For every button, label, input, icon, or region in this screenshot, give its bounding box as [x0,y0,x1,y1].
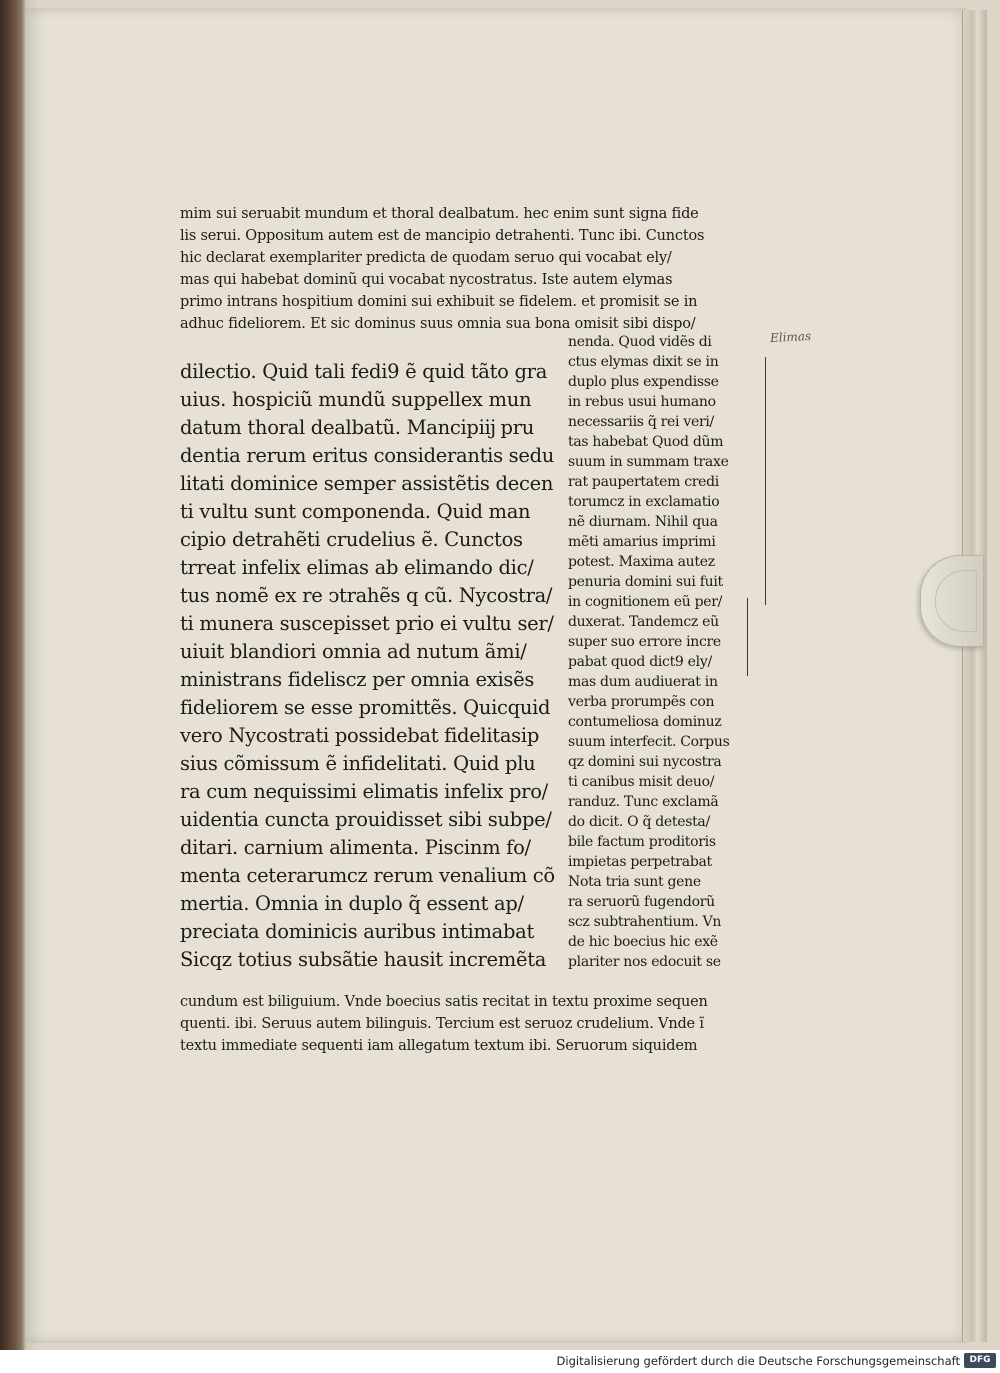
text-line: verba prorumpẽs con [568,694,715,710]
text-line: in rebus usui humano [568,394,716,410]
text-line: ra seruorũ fugendorũ [568,894,715,910]
text-line: cundum est biliguium. Vnde boecius satis recitat in textu proxime sequen [180,994,708,1010]
text-line: mẽti amarius imprimi [568,534,716,550]
text-line: mim sui seruabit mundum et thoral dealbatum. hec enim sunt signa fide [180,206,699,222]
text-line: Nota tria sunt gene [568,874,701,890]
text-line: uius. hospiciũ mundũ suppellex mun [180,388,532,411]
text-line: nenda. Quod vidẽs di [568,334,712,350]
text-line: primo intrans hospitium domini sui exhibuit se fidelem. et promisit se in [180,294,698,310]
text-line: ditari. carnium alimenta. Piscinm fo/ [180,836,531,859]
text-line: datum thoral dealbatũ. Mancipiĳ pru [180,416,534,439]
text-line: menta ceterarumcz rerum venalium cõ [180,864,555,887]
footer-bar [0,1350,1000,1373]
text-line: plariter nos edocuit se [568,954,721,970]
margin-rule [765,357,766,605]
text-line: impietas perpetrabat [568,854,712,870]
text-line: sius cõmissum ẽ infidelitati. Quid plu [180,752,536,775]
text-line: dentia rerum eritus considerantis sedu [180,444,555,467]
text-line: trreat infelix elimas ab elimando dic/ [180,556,534,579]
margin-rule [747,598,748,676]
text-line: in cognitionem eũ per/ [568,594,723,610]
text-line: duxerat. Tandemcz eũ [568,614,719,630]
text-line: suum interfecit. Corpus [568,734,730,750]
text-line: adhuc fideliorem. Et sic dominus suus omnia sua bona omisit sibi dispo/ [180,316,696,332]
text-line: uidentia cuncta prouidisset sibi subpe/ [180,808,552,831]
text-line: nẽ diurnam. Nihil qua [568,514,718,530]
text-line: lis serui. Oppositum autem est de mancipio detrahenti. Tunc ibi. Cunctos [180,228,705,244]
text-line: duplo plus expendisse [568,374,719,390]
text-line: vero Nycostrati possidebat fidelitasip [180,724,539,747]
text-line: mertia. Omnia in duplo q̃ essent ap/ [180,892,524,915]
text-line: ctus elymas dixit se in [568,354,719,370]
text-line: super suo errore incre [568,634,721,650]
text-line: tas habebat Quod dũm [568,434,724,450]
text-line: dilectio. Quid tali fedi9 ẽ quid tãto gra [180,360,548,383]
text-line: potest. Maxima autez [568,554,715,570]
text-line: ti vultu sunt componenda. Quid man [180,500,531,523]
text-line: rat paupertatem credi [568,474,719,490]
text-line: de hic boecius hic exẽ [568,934,718,950]
dfg-logo: DFG [964,1353,996,1368]
text-line: Sicqz totius subsãtie hausit incremẽta [180,948,547,971]
footer-credit: Digitalisierung gefördert durch die Deutsche Forschungsgemeinschaft [556,1354,960,1368]
text-line: ra cum nequissimi elimatis infelix pro/ [180,780,548,803]
text-line: textu immediate sequenti iam allegatum textum ibi. Seruorum siquidem [180,1038,698,1054]
marginal-note: Elimas [769,328,812,346]
text-line: suum in summam traxe [568,454,729,470]
text-line: randuz. Tunc exclamã [568,794,719,810]
page-edge [962,10,987,1342]
text-line: bile factum proditoris [568,834,716,850]
text-line: tus nomẽ ex re ↄtrahẽs q cũ. Nycostra/ [180,584,553,607]
text-line: ti canibus misit deuo/ [568,774,715,790]
text-line: uiuit blandiori omnia ad nutum ãmi/ [180,640,527,663]
text-line: pabat quod dict9 ely/ [568,654,712,670]
text-line: ministrans fideliscz per omnia exisẽs [180,668,535,691]
text-line: scz subtrahentium. Vn [568,914,722,930]
text-line: fideliorem se esse promittẽs. Quicquid [180,696,551,719]
text-line: quenti. ibi. Seruus autem bilinguis. Tercium est seruoz crudelium. Vnde ĩ [180,1016,704,1032]
text-line: cipio detrahẽti crudelius ẽ. Cunctos [180,528,523,551]
text-line: hic declarat exemplariter predicta de quodam seruo qui vocabat ely/ [180,250,672,266]
text-line: penuria domini sui fuit [568,574,723,590]
text-line: do dicit. O q̃ detesta/ [568,814,710,830]
text-line: mas qui habebat dominũ qui vocabat nycostratus. Iste autem elymas [180,272,673,288]
text-line: torumcz in exclamatio [568,494,720,510]
text-line: ti munera suscepisset prio ei vultu ser/ [180,612,554,635]
text-line: preciata dominicis auribus intimabat [180,920,535,943]
text-line: contumeliosa dominuz [568,714,722,730]
text-line: necessariis q̃ rei veri/ [568,414,714,430]
text-line: litati dominice semper assistẽtis decen [180,472,554,495]
text-line: qz domini sui nycostra [568,754,722,770]
text-line: mas dum audiuerat in [568,674,718,690]
